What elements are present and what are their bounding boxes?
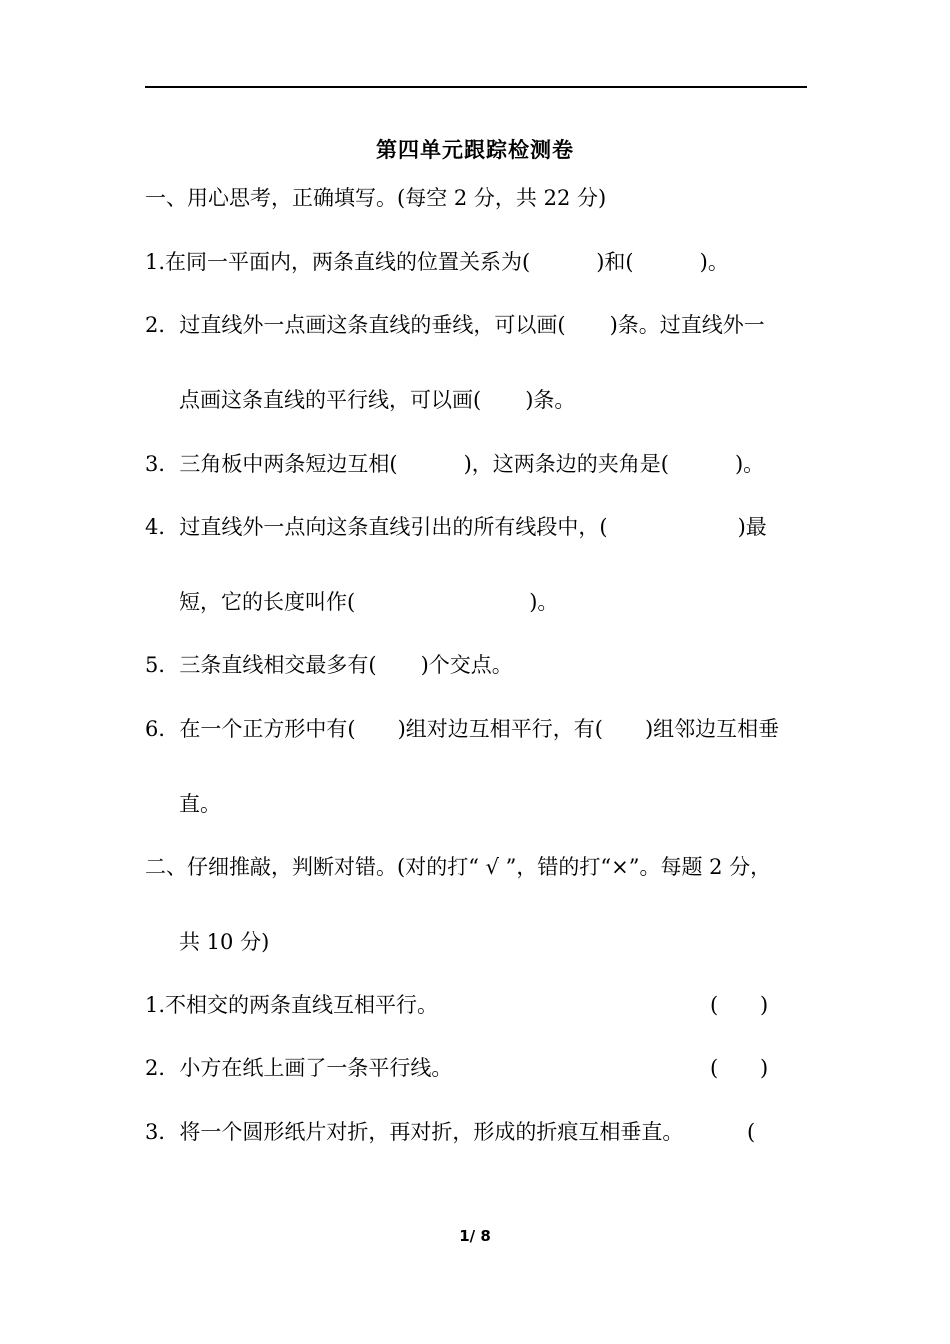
question-1-6-line2: 直。: [179, 792, 221, 816]
page-title: 第四单元跟踪检测卷: [376, 137, 574, 162]
section2-heading-line2: 共 10 分): [179, 930, 270, 954]
judge-paren-open: (: [710, 1056, 719, 1080]
question-1-1: 1.在同一平面内，两条直线的位置关系为( )和( )。: [145, 250, 729, 274]
section2-heading-line1: 二、仔细推敲，判断对错。(对的打“ √ ”，错的打“×”。每题 2 分，: [145, 855, 772, 879]
question-2-2: 2．小方在纸上画了一条平行线。: [145, 1056, 453, 1080]
header-rule: [145, 86, 807, 88]
judge-paren-close: ): [760, 993, 769, 1017]
question-1-3: 3．三角板中两条短边互相( )，这两条边的夹角是( )。: [145, 452, 765, 476]
section1-heading: 一、用心思考，正确填写。(每空 2 分，共 22 分): [145, 186, 607, 210]
judge-paren-open: (: [710, 993, 719, 1017]
question-2-1: 1.不相交的两条直线互相平行。: [145, 993, 439, 1017]
page-number: 1/ 8: [459, 1227, 491, 1245]
question-1-2-line2: 点画这条直线的平行线，可以画( )条。: [179, 388, 576, 412]
question-2-3: 3．将一个圆形纸片对折，再对折，形成的折痕互相垂直。: [145, 1120, 684, 1144]
judge-paren-open: (: [747, 1120, 756, 1144]
question-1-5: 5．三条直线相交最多有( )个交点。: [145, 653, 513, 677]
question-1-4-line2: 短，它的长度叫作( )。: [179, 590, 559, 614]
question-1-2-line1: 2．过直线外一点画这条直线的垂线，可以画( )条。过直线外一: [145, 313, 765, 337]
question-1-6-line1: 6．在一个正方形中有( )组对边互相平行，有( )组邻边互相垂: [145, 717, 780, 741]
question-1-4-line1: 4．过直线外一点向这条直线引出的所有线段中，( )最: [145, 515, 767, 539]
judge-paren-close: ): [760, 1056, 769, 1080]
